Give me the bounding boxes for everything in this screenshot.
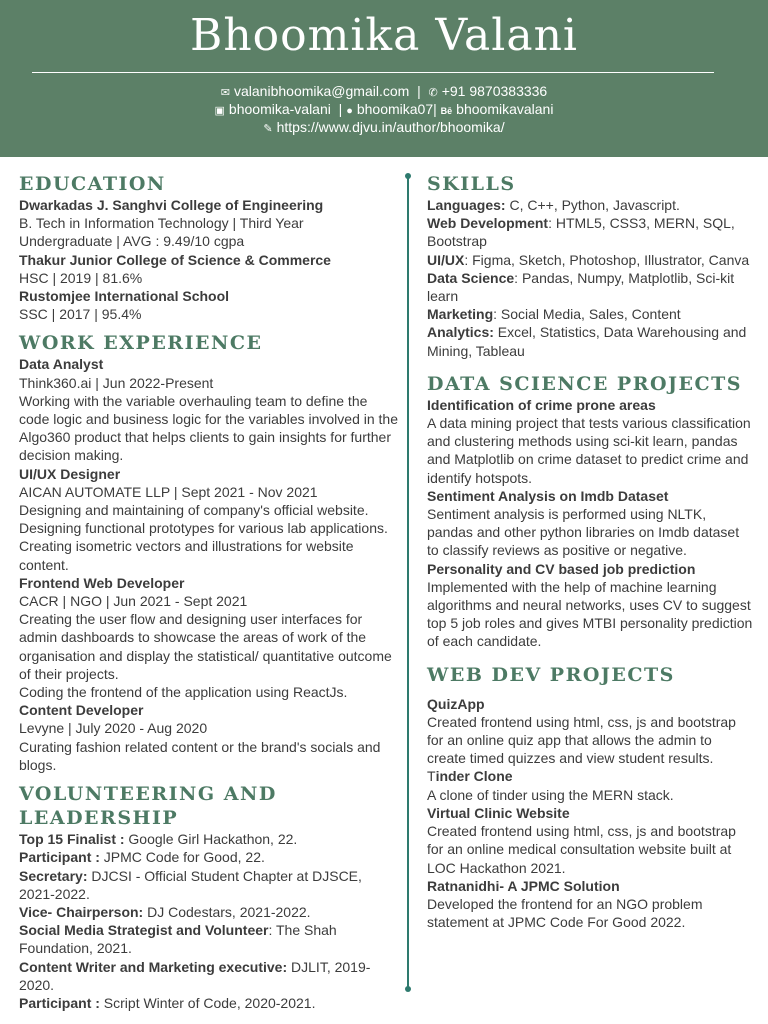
contact-line-2: ▣ bhoomika-valani | ● bhoomika07| Bē bhoomikavalani xyxy=(0,100,768,120)
school-detail: B. Tech in Information Technology | Third Year xyxy=(19,215,304,232)
job-org: AICAN AUTOMATE LLP | Sept 2021 - Nov 2021 xyxy=(19,483,318,500)
job-role: Data Analyst xyxy=(19,356,104,373)
github-link[interactable]: bhoomika07 xyxy=(356,101,434,117)
web-dev-projects-section xyxy=(427,663,753,932)
project-description: Developed the frontend for an NGO problem statement at JPMC Code For Good 2022. xyxy=(427,895,703,931)
job-description: Designing functional prototypes for various lab applications. xyxy=(19,520,388,537)
job-description: Curating fashion related content or the brand's socials and blogs. xyxy=(19,738,381,773)
web-dev-projects-heading: WEB DEV PROJECTS xyxy=(427,663,675,686)
contact-line-1: ✉ valanibhoomika@gmail.com | ✆ +91 9870383336 xyxy=(0,82,768,102)
data-science-projects-section xyxy=(427,372,753,651)
job-role: Content Developer xyxy=(19,702,144,719)
school-detail: HSC | 2019 | 81.6% xyxy=(19,269,143,286)
skill-item: Languages: C, C++, Python, Javascript. xyxy=(427,197,680,213)
project-title: Ratnanidhi- A JPMC Solution xyxy=(427,877,620,894)
job-description: Working with the variable overhauling team to define the code logic and business logic for the variables involved in the Algo360 product that helps clients to gain insights for further decision making. xyxy=(19,392,399,464)
email-link[interactable]: valanibhoomika@gmail.com xyxy=(234,83,410,99)
phone-icon: ✆ xyxy=(428,87,438,99)
school-detail: SSC | 2017 | 95.4% xyxy=(19,306,142,323)
behance-icon: Bē xyxy=(440,106,453,116)
job-role: Frontend Web Developer xyxy=(19,574,185,591)
project-description: Created frontend using html, css, js and bootstrap for an online medical consultation website built at LOC Hackathon 2021. xyxy=(427,823,736,876)
email-icon: ✉ xyxy=(220,87,230,99)
volunteer-item: Vice- Chairperson: DJ Codestars, 2021-2022. xyxy=(19,903,311,920)
volunteer-item: Participant : Script Winter of Code, 2020-2021. xyxy=(19,994,316,1011)
job-description: Creating the user flow and designing user interfaces for admin dashboards to showcase the areas of work of the organisation and display the statistical/ quantitative outcome of their projects. xyxy=(19,611,392,682)
candidate-name: Bhoomika Valani xyxy=(189,10,578,61)
job-description: Coding the frontend of the application using ReactJs. xyxy=(19,684,348,701)
project-title: Personality and CV based job prediction xyxy=(427,560,696,577)
job-description: Creating isometric vectors and illustrations for website content. xyxy=(19,538,354,573)
job-description: Designing and maintaining of company's official website. xyxy=(19,502,369,519)
header-divider xyxy=(32,72,714,73)
project-description: Sentiment analysis is performed using NLTK, pandas and other python libraries on Imdb dataset to classify reviews as positive or negative. xyxy=(427,506,740,559)
skill-item: Web Development: HTML5, CSS3, MERN, SQL, Bootstrap xyxy=(427,215,735,250)
job-role: UI/UX Designer xyxy=(19,465,121,482)
project-description: Created frontend using html, css, js and bootstrap for an online quiz app that allows the admin to create timed quizzes and view student results. xyxy=(427,713,736,767)
school-name: Thakur Junior College of Science & Commerce xyxy=(19,251,331,268)
divider-bottom-dot xyxy=(405,986,411,992)
linkedin-icon: ▣ xyxy=(214,105,225,117)
school-name: Rustomjee International School xyxy=(19,288,230,305)
skills-section xyxy=(427,172,753,360)
volunteer-item: Secretary: DJCSI - Official Student Chapter at DJSCE, 2021-2022. xyxy=(19,867,362,902)
skill-item: Data Science: Pandas, Numpy, Matplotlib, Sci-kit learn xyxy=(427,269,735,305)
right-column xyxy=(427,172,753,939)
phone-number[interactable]: +91 9870383336 xyxy=(441,83,548,99)
github-icon: ● xyxy=(346,105,353,117)
column-divider xyxy=(407,176,409,989)
job-org: Levyne | July 2020 - Aug 2020 xyxy=(19,720,208,737)
project-title: QuizApp xyxy=(427,695,485,712)
project-title: Sentiment Analysis on Imdb Dataset xyxy=(427,487,669,504)
education-heading: EDUCATION xyxy=(19,173,166,195)
skills-heading: SKILLS xyxy=(427,173,516,195)
volunteer-item: Top 15 Finalist : Google Girl Hackathon, 22. xyxy=(19,831,298,848)
volunteer-item: Social Media Strategist and Volunteer: The Shah Foundation, 2021. xyxy=(19,922,337,957)
project-description: A clone of tinder using the MERN stack. xyxy=(427,786,674,803)
behance-link[interactable]: bhoomikavalani xyxy=(456,101,554,117)
resume-header xyxy=(0,0,768,157)
project-title: Tinder Clone xyxy=(427,768,513,785)
project-description: A data mining project that tests various classification and clustering methods using sci-kit learn, pandas and Matplotlib on crime dataset to predict crime and identify hotspots. xyxy=(427,415,751,486)
volunteering-section xyxy=(19,782,401,1012)
website-link[interactable]: https://www.djvu.in/author/bhoomika/ xyxy=(276,119,505,135)
school-name: Dwarkadas J. Sanghvi College of Engineering xyxy=(19,197,324,213)
work-experience-heading: WORK EXPERIENCE xyxy=(19,332,263,355)
skill-item: UI/UX: Figma, Sketch, Photoshop, Illustrator, Canva xyxy=(427,251,750,268)
volunteer-item: Participant : JPMC Code for Good, 22. xyxy=(19,849,265,866)
linkedin-link[interactable]: bhoomika-valani xyxy=(228,101,331,117)
contact-line-3 xyxy=(0,118,768,138)
education-section xyxy=(19,172,401,323)
project-title: Virtual Clinic Website xyxy=(427,804,570,821)
skill-item: Analytics: Excel, Statistics, Data Warehousing and Mining, Tableau xyxy=(427,324,747,359)
volunteer-item: Content Writer and Marketing executive: DJLIT, 2019-2020. xyxy=(19,958,371,993)
volunteering-heading: VOLUNTEERING AND LEADERSHIP xyxy=(19,783,277,830)
project-title: Identification of crime prone areas xyxy=(427,396,656,413)
project-description: Implemented with the help of machine learning algorithms and neural networks, uses CV to suggest top 5 job roles and gives MTBI personality prediction of each candidate. xyxy=(427,578,753,650)
data-science-projects-heading: DATA SCIENCE PROJECTS xyxy=(427,372,743,395)
left-column xyxy=(19,172,401,1020)
skill-item: Marketing: Social Media, Sales, Content xyxy=(427,306,681,323)
job-org: CACR | NGO | Jun 2021 - Sept 2021 xyxy=(19,593,248,610)
job-org: Think360.ai | Jun 2022-Present xyxy=(19,374,214,391)
school-detail: Undergraduate | AVG : 9.49/10 cgpa xyxy=(19,233,245,250)
divider-top-dot xyxy=(405,173,411,179)
work-experience-section xyxy=(19,331,401,774)
website-icon: ✎ xyxy=(263,123,273,135)
